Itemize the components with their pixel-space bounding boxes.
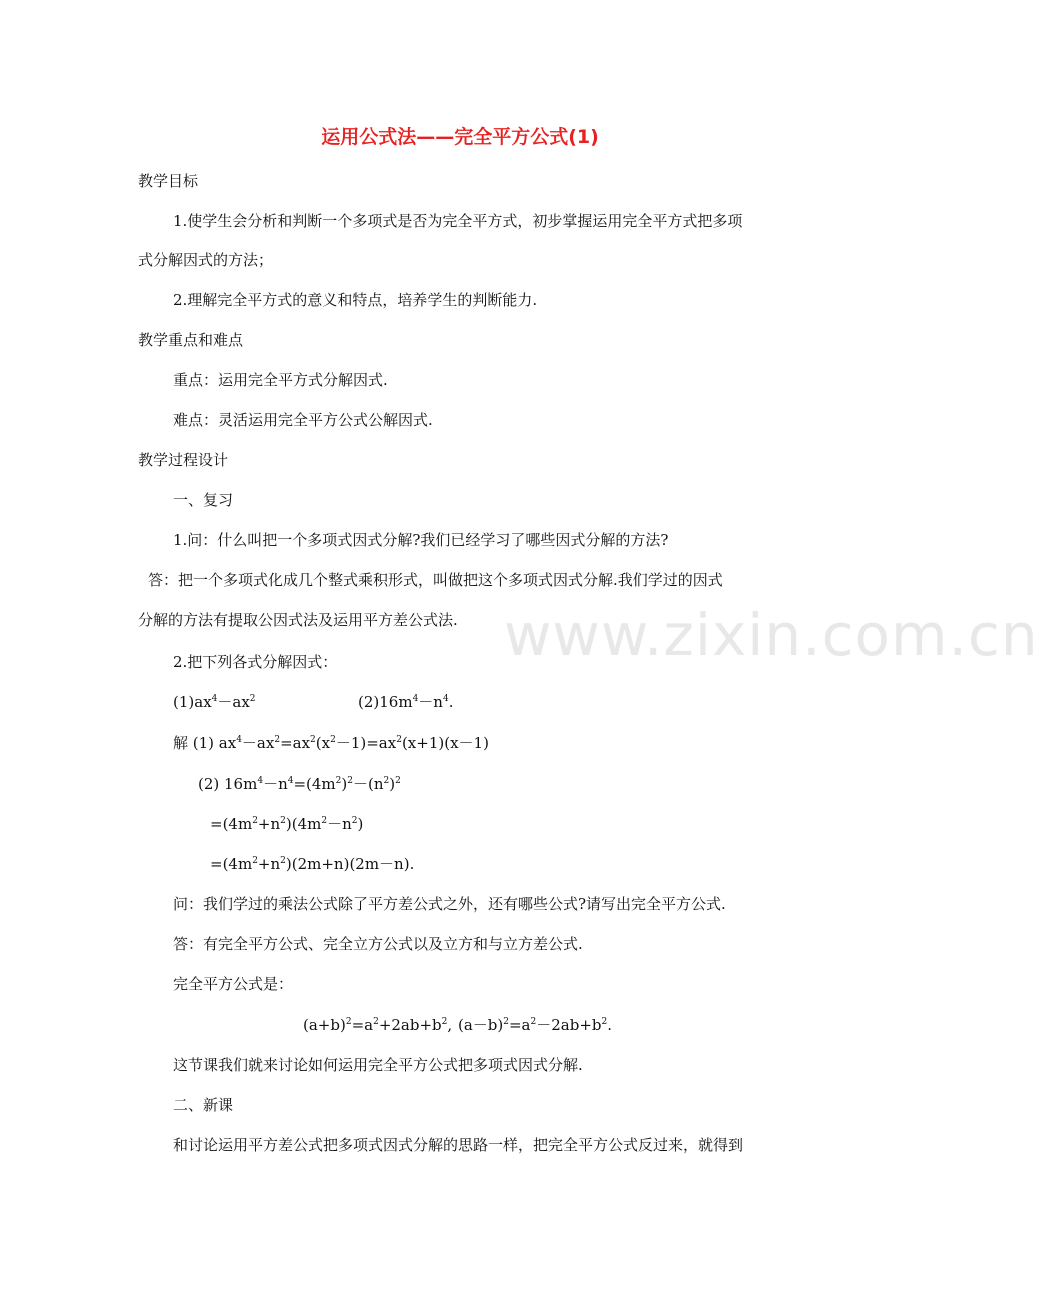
solution-1: 解 (1) $ax^4-ax^2=ax^2(x^2-1)=ax^2(x+1)(x-1)$ — [173, 734, 489, 752]
formula-sum-square: $(a+b)^2=a^2+2ab+b^2$, — [303, 1016, 453, 1034]
key-point: 重点：运用完全平方式分解因式. — [173, 371, 388, 389]
heading-objectives: 教学目标 — [138, 172, 199, 190]
section-new-lesson: 二、新课 — [173, 1096, 234, 1114]
exercise-2: $(2)16m^4-n^4$. — [358, 693, 454, 711]
question-2: 2.把下列各式分解因式： — [173, 653, 338, 671]
document-title: 运用公式法——完全平方公式(1) — [321, 126, 599, 148]
solution-2-step-2: $=(4m^2+n^2)(4m^2-n^2)$ — [210, 815, 364, 833]
difficult-point: 难点：灵活运用完全平方公式公解因式. — [173, 411, 433, 429]
answer-1-line-2: 分解的方法有提取公因式法及运用平方差公式法. — [138, 611, 458, 629]
question-3: 问：我们学过的乘法公式除了平方差公式之外，还有哪些公式?请写出完全平方公式. — [173, 895, 726, 913]
answer-1-line-1: 答：把一个多项式化成几个整式乘积形式，叫做把这个多项式因式分解.我们学过的因式 — [148, 571, 723, 589]
solution-2-step-1: (2) $16m^4-n^4=(4m^2)^2-(n^2)^2$ — [198, 775, 401, 793]
new-lesson-text: 和讨论运用平方差公式把多项式因式分解的思路一样，把完全平方公式反过来，就得到 — [173, 1136, 744, 1154]
solution-2-step-3: $=(4m^2+n^2)(2m+n)(2m-n)$. — [210, 855, 415, 873]
objective-2: 2.理解完全平方式的意义和特点，培养学生的判断能力. — [173, 291, 538, 309]
exercise-1: $(1)ax^4-ax^2$ — [173, 693, 256, 711]
watermark: www.zixin.com.cn — [504, 601, 1039, 669]
objective-1-line-2: 式分解因式的方法； — [138, 251, 274, 269]
lesson-intro: 这节课我们就来讨论如何运用完全平方公式把多项式因式分解. — [173, 1056, 583, 1074]
objective-1-line-1: 1.使学生会分析和判断一个多项式是否为完全平方式，初步掌握运用完全平方式把多项 — [173, 212, 743, 230]
question-1: 1.问：什么叫把一个多项式因式分解?我们已经学习了哪些因式分解的方法? — [173, 531, 669, 549]
heading-key-points: 教学重点和难点 — [138, 331, 244, 349]
formula-difference-square: $(a-b)^2=a^2-2ab+b^2$. — [458, 1016, 613, 1034]
answer-3: 答：有完全平方公式、完全立方公式以及立方和与立方差公式. — [173, 935, 583, 953]
heading-process: 教学过程设计 — [138, 451, 229, 469]
section-review: 一、复习 — [173, 491, 234, 509]
formula-intro: 完全平方公式是： — [173, 975, 294, 993]
